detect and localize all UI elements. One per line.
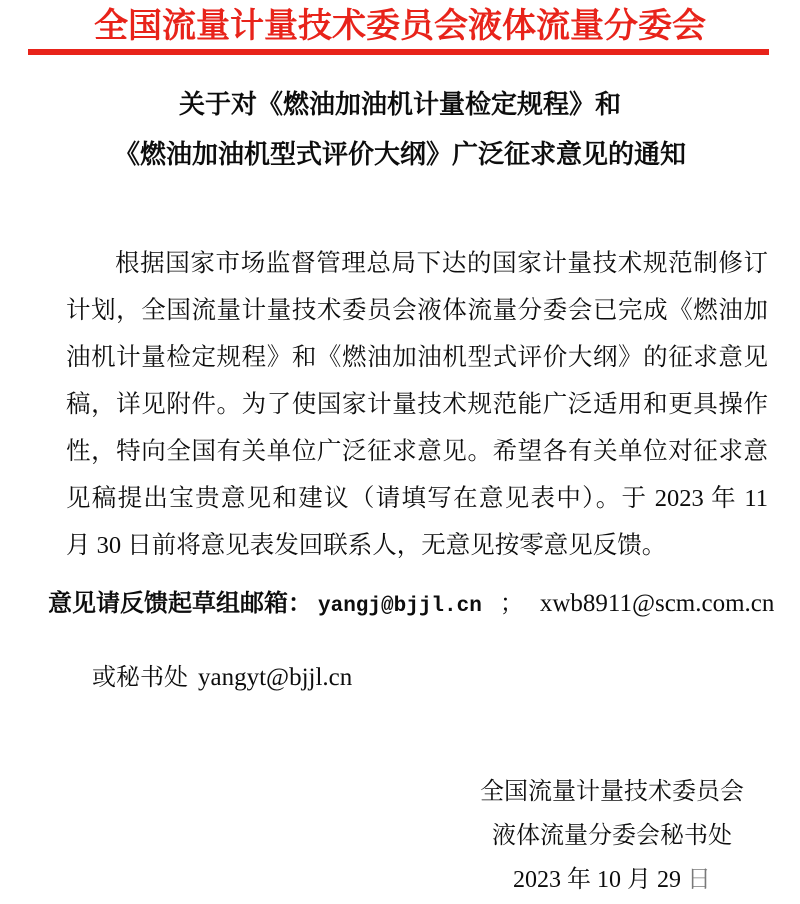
org-header-title: 全国流量计量技术委员会液体流量分委会	[94, 7, 706, 45]
secretariat-email: yangyt@bjjl.cn	[198, 664, 353, 691]
signature-block	[452, 770, 772, 902]
header-divider-rule	[28, 49, 769, 55]
signature-date	[452, 858, 772, 902]
document-title-line1: 关于对《燃油加油机计量检定规程》和	[178, 90, 621, 119]
signature-date-prefix: 2023 年 10 月 29	[513, 867, 687, 893]
body-line: 根据国家市场监督管理总局下达的国家计量技术规范制修订	[115, 250, 768, 277]
body-line: 见稿提出宝贵意见和建议（请填写在意见表中）。于 2023 年 11	[66, 485, 768, 512]
secretariat-label: 或秘书处	[92, 665, 188, 691]
document-title-line2: 《燃油加油机型式评价大纲》广泛征求意见的通知	[113, 140, 686, 169]
body-line: 油机计量检定规程》和《燃油加油机型式评价大纲》的征求意见	[66, 344, 768, 371]
signature-org-line2: 液体流量分委会秘书处	[492, 823, 732, 849]
document-title	[0, 80, 800, 180]
body-line: 计划，全国流量计量技术委员会液体流量分委会已完成《燃油加	[66, 297, 768, 324]
secretariat-contact-line	[92, 660, 692, 699]
feedback-label: 意见请反馈起草组邮箱：	[48, 591, 312, 617]
drafting-group-email-1: yangj@bjjl.cn	[318, 595, 482, 618]
body-paragraph	[66, 240, 768, 569]
email-separator: ；	[499, 591, 524, 617]
signature-org-line1: 全国流量计量技术委员会	[480, 779, 744, 805]
drafting-group-email-2: xwb8911@scm.com.cn	[539, 590, 775, 617]
body-line: 稿，详见附件。为了使国家计量技术规范能广泛适用和更具操作	[66, 391, 768, 418]
feedback-contact-line	[48, 586, 788, 625]
body-line: 月 30 日前将意见表发回联系人，无意见按零意见反馈。	[66, 532, 667, 559]
body-line: 性，特向全国有关单位广泛征求意见。希望各有关单位对征求意	[66, 438, 768, 465]
signature-date-suffix: 日	[687, 867, 711, 893]
